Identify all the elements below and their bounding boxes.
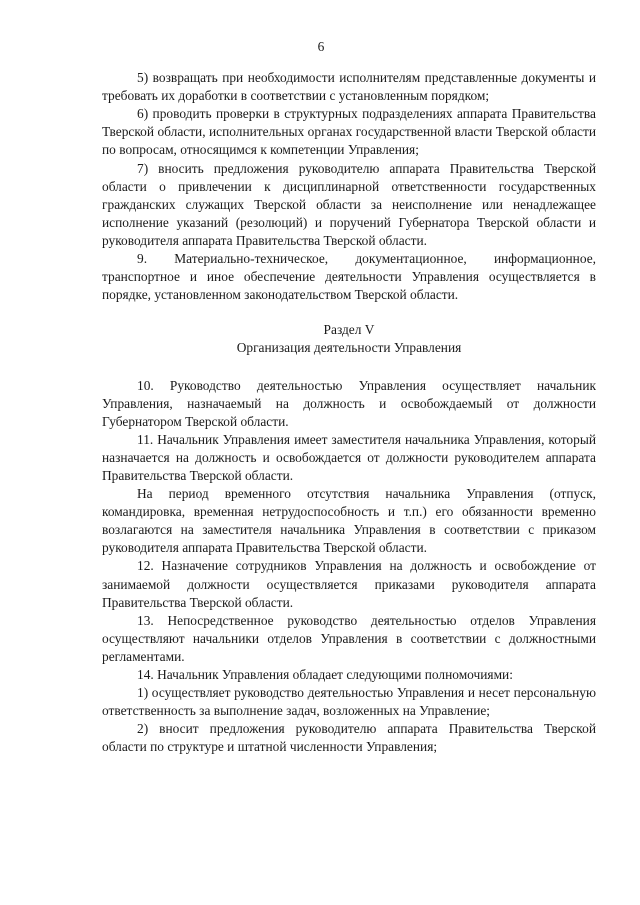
paragraph: 13. Непосредственное руководство деятельностью отделов Управления осуществляют начальники отделов Управления в соответствии с должностными регламентами. [102,612,596,664]
paragraph: 2) вносит предложения руководителю аппарата Правительства Тверской области по структуре и штатной численности Управления; [102,721,596,755]
paragraph: 9. Материально-техническое, документационное, информационное, транспортное и иное обеспечение деятельности Управления осуществляется в порядке, установленном законодательством Тверской области. [102,251,596,303]
paragraph: 7) вносить предложения руководителю аппарата Правительства Тверской области о привлечении к дисциплинарной ответственности государственных гражданских служащих Тверской области за неисполнение или ненадлежащее исполнение указаний (резолюций) и поручений Губернатора Тверской области и руководителя аппарата Правительства Тверской области. [102,160,596,248]
page-number: 6 [317,39,325,54]
paragraph: На период временного отсутствия начальника Управления (отпуск, командировка, временная нетрудоспособность и т.п.) его обязанности временно возлагаются на заместителя начальника Управления в соответствии с приказом руководителя аппарата Правительства Тверской области. [102,486,596,556]
paragraph: 12. Назначение сотрудников Управления на должность и освобождение от занимаемой должности осуществляется приказами руководителя аппарата Правительства Тверской области. [102,558,596,610]
paragraph: 5) возвращать при необходимости исполнителям представленные документы и требовать их доработки в соответствии с установленным порядком; [102,70,596,104]
paragraph: 14. Начальник Управления обладает следующими полномочиями: [137,667,513,682]
paragraph: 1) осуществляет руководство деятельностью Управления и несет персональную ответственность за выполнение задач, возложенных на Управление; [102,685,596,719]
paragraph: 11. Начальник Управления имеет заместителя начальника Управления, который назначается на должность и освобождается от должности руководителем аппарата Правительства Тверской области. [102,431,596,483]
paragraph: 6) проводить проверки в структурных подразделениях аппарата Правительства Тверской области, исполнительных органах государственной власти Тверской области по вопросам, относящимся к компетенции Управления; [102,106,596,158]
section-title: Организация деятельности Управления [236,340,462,356]
paragraph: 10. Руководство деятельностью Управления осуществляет начальник Управления, назначаемый на должность и освобождаемый от должности Губернатором Тверской области. [102,377,596,429]
section-number: Раздел V [323,322,375,338]
